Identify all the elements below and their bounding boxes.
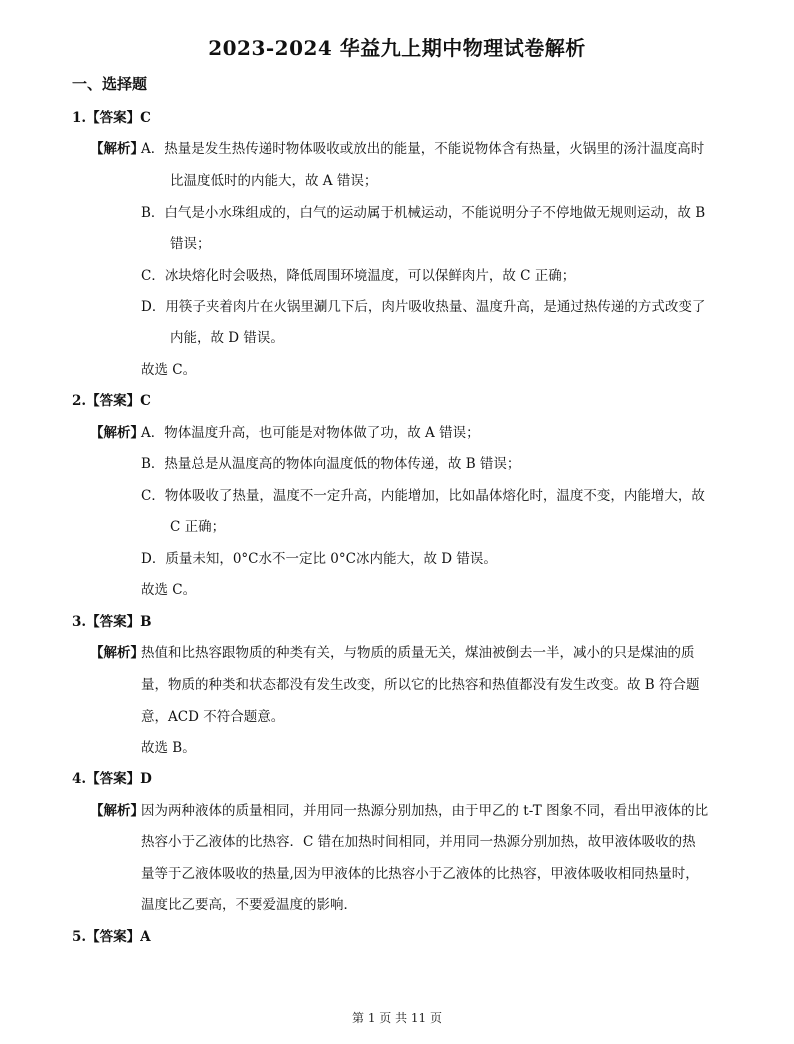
analysis-4-line: 因为两种液体的质量相同，并用同一热源分别加热，由于甲乙的 t-T 图象不同，看出甲液体的比: [141, 803, 709, 819]
analysis-2-line: C 正确；: [170, 519, 226, 535]
analysis-1-line: C．冰块熔化时会吸热，降低周围环境温度，可以保鲜肉片，故 C 正确；: [141, 268, 576, 284]
analysis-3-line: 量，物质的种类和状态都没有发生改变，所以它的比热容和热值都没有发生改变。故 B 符合题: [141, 677, 700, 693]
analysis-1-line: 比温度低时的内能大，故 A 错误；: [170, 173, 378, 189]
analysis-2-line: D．质量未知，0°C水不一定比 0°C冰内能大，故 D 错误。: [141, 551, 497, 567]
answer-3-label: 3.【答案】B: [72, 614, 152, 630]
analysis-4-tag: 【解析】: [90, 803, 144, 819]
analysis-2-line: A．物体温度升高，也可能是对物体做了功，故 A 错误；: [141, 425, 480, 441]
analysis-1-line: A．热量是发生热传递时物体吸收或放出的能量，不能说物体含有热量，火锅里的汤汁温度高时: [141, 141, 705, 157]
analysis-4-line: 热容小于乙液体的比热容．C 错在加热时间相同，并用同一热源分别加热，故甲液体吸收的热: [141, 834, 696, 850]
analysis-1-line: B．白气是小水珠组成的，白气的运动属于机械运动，不能说明分子不停地做无规则运动，故 B: [141, 205, 706, 221]
analysis-2-tag: 【解析】: [90, 425, 144, 441]
answer-2-label: 2.【答案】C: [72, 393, 151, 409]
analysis-3-line: 故选 B。: [141, 740, 196, 756]
analysis-3-line: 意，ACD 不符合题意。: [141, 709, 285, 725]
analysis-4-line: 量等于乙液体吸收的热量,因为甲液体的比热容小于乙液体的比热容，甲液体吸收相同热量时，: [141, 866, 699, 882]
analysis-2-line: B．热量总是从温度高的物体向温度低的物体传递，故 B 错误；: [141, 456, 521, 472]
answer-1-label: 1.【答案】C: [72, 110, 151, 126]
analysis-3-line: 热值和比热容跟物质的种类有关，与物质的质量无关，煤油被倒去一半，减小的只是煤油的质: [141, 645, 695, 661]
analysis-1-line: 故选 C。: [141, 362, 197, 378]
analysis-2-line: 故选 C。: [141, 582, 197, 598]
page-footer: 第 1 页 共 11 页: [352, 1011, 442, 1025]
section-heading: 一、选择题: [72, 75, 148, 93]
answer-5-label: 5.【答案】A: [72, 929, 151, 945]
answer-4-label: 4.【答案】D: [72, 771, 152, 787]
analysis-2-line: C．物体吸收了热量，温度不一定升高，内能增加，比如晶体熔化时，温度不变，内能增大，故: [141, 488, 705, 504]
analysis-1-tag: 【解析】: [90, 141, 144, 157]
analysis-1-line: D．用筷子夹着肉片在火锅里涮几下后，肉片吸收热量、温度升高，是通过热传递的方式改变了: [141, 299, 706, 315]
analysis-1-line: 错误；: [170, 236, 211, 252]
analysis-1-line: 内能，故 D 错误。: [170, 330, 284, 346]
analysis-3-tag: 【解析】: [90, 645, 144, 661]
analysis-4-line: 温度比乙要高，不要爱温度的影响．: [141, 897, 357, 913]
page-title: 2023-2024 华益九上期中物理试卷解析: [208, 36, 586, 60]
